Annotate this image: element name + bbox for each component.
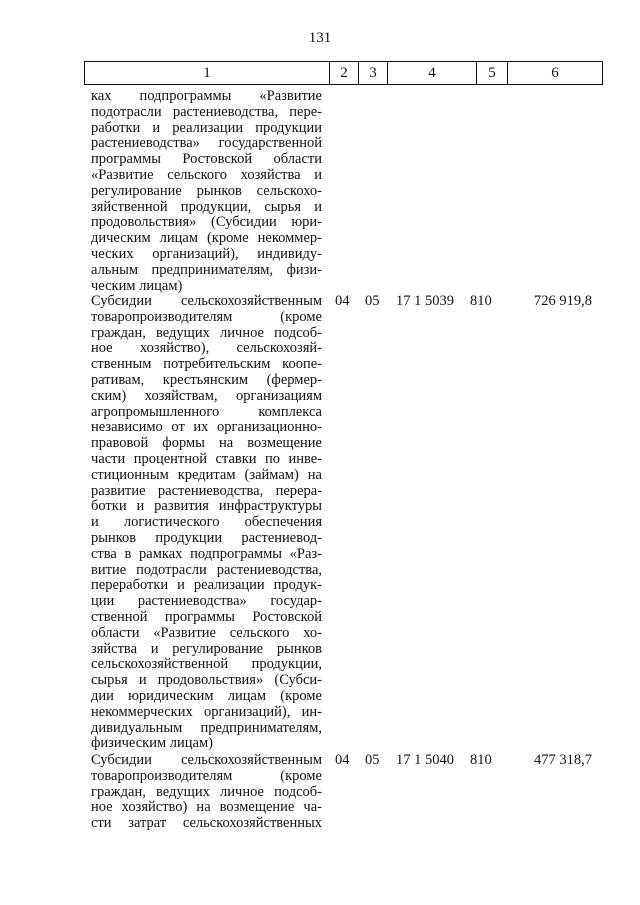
- table-header: [84, 61, 603, 85]
- description-line: работки и реализации продукции: [91, 119, 322, 136]
- description-line: рынков продукции растениевод-: [91, 529, 322, 546]
- description-line: витие подотрасли растениеводства,: [91, 561, 322, 578]
- description-line: ции растениеводства» государ-: [91, 593, 322, 610]
- row-description: [91, 753, 322, 832]
- description-line: альным предпринимателям, физи-: [91, 261, 322, 278]
- description-line: некоммерческих организаций), ин-: [91, 703, 322, 720]
- description-line: растениеводства» государственной: [91, 135, 322, 152]
- description-line: развитие растениеводства, перера-: [91, 482, 322, 499]
- description-line: дии юридическим лицам (кроме: [91, 687, 322, 704]
- section-code: 04: [335, 752, 350, 768]
- description-line: граждан, ведущих личное подсоб-: [91, 324, 322, 341]
- description-line: дивидуальным предпринимателям,: [91, 719, 322, 736]
- target-article-code: 17 1 5040: [396, 752, 454, 768]
- header-col-3: 3: [359, 62, 388, 85]
- description-line: программы Ростовской области: [91, 151, 322, 168]
- description-line: продовольствия» (Субсидии юри-: [91, 214, 322, 231]
- description-line: ческим лицам): [91, 277, 183, 294]
- description-line: дическим лицам (кроме некоммер-: [91, 230, 322, 247]
- row-description: [91, 89, 322, 294]
- description-line: ственной программы Ростовской: [91, 608, 322, 625]
- amount: 726 919,8: [534, 293, 592, 309]
- row-description: [91, 294, 322, 752]
- description-line: ках подпрограммы «Развитие: [91, 88, 322, 104]
- description-line: ства в рамках подпрограммы «Раз-: [91, 545, 322, 562]
- description-line: ративам, крестьянским (фермер-: [91, 371, 322, 388]
- expense-type-code: 810: [470, 293, 492, 309]
- description-line: сти затрат сельскохозяйственных: [91, 815, 322, 832]
- header-col-4: 4: [388, 62, 477, 85]
- description-line: ное хозяйство) на возмещение ча-: [91, 799, 322, 816]
- description-line: Субсидии сельскохозяйственным: [91, 293, 322, 309]
- header-col-6: 6: [508, 62, 603, 85]
- description-line: товаропроизводителям (кроме: [91, 767, 322, 784]
- description-line: сырья и продовольствия» (Субси-: [91, 672, 322, 689]
- section-code: 04: [335, 293, 350, 309]
- description-line: ческих организаций), индивиду-: [91, 245, 322, 262]
- description-line: сельскохозяйственной продукции,: [91, 656, 322, 673]
- description-line: граждан, ведущих личное подсоб-: [91, 783, 322, 800]
- description-line: ственным потребительским коопе-: [91, 356, 322, 373]
- description-line: подотрасли растениеводства, пере-: [91, 103, 322, 120]
- description-line: ским) хозяйствам, организациям: [91, 387, 322, 404]
- description-line: независимо от их организационно-: [91, 419, 322, 436]
- amount: 477 318,7: [534, 752, 592, 768]
- description-line: ное хозяйство), сельскохозяй-: [91, 340, 322, 357]
- header-col-1: 1: [85, 62, 330, 85]
- description-line: ботки и развития инфраструктуры: [91, 498, 322, 515]
- target-article-code: 17 1 5039: [396, 293, 454, 309]
- description-line: зяйства и регулирование рынков: [91, 640, 322, 657]
- description-line: правовой формы на возмещение: [91, 435, 322, 452]
- description-line: стиционным кредитам (займам) на: [91, 466, 322, 483]
- description-line: и логистического обеспечения: [91, 514, 322, 531]
- description-line: «Развитие сельского хозяйства и: [91, 166, 322, 183]
- description-line: Субсидии сельскохозяйственным: [91, 752, 322, 768]
- description-line: регулирование рынков сельскохо-: [91, 182, 322, 199]
- subsection-code: 05: [365, 752, 380, 768]
- subsection-code: 05: [365, 293, 380, 309]
- description-line: области «Развитие сельского хо-: [91, 624, 322, 641]
- description-line: переработки и реализации продук-: [91, 577, 322, 594]
- description-line: агропромышленного комплекса: [91, 403, 322, 420]
- description-line: товаропроизводителям (кроме: [91, 308, 322, 325]
- description-line: физическим лицам): [91, 735, 213, 752]
- page-number: 131: [308, 30, 332, 46]
- expense-type-code: 810: [470, 752, 492, 768]
- description-line: зяйственной продукции, сырья и: [91, 198, 322, 215]
- description-line: части процентной ставки по инве-: [91, 450, 322, 467]
- header-col-5: 5: [477, 62, 508, 85]
- header-col-2: 2: [330, 62, 359, 85]
